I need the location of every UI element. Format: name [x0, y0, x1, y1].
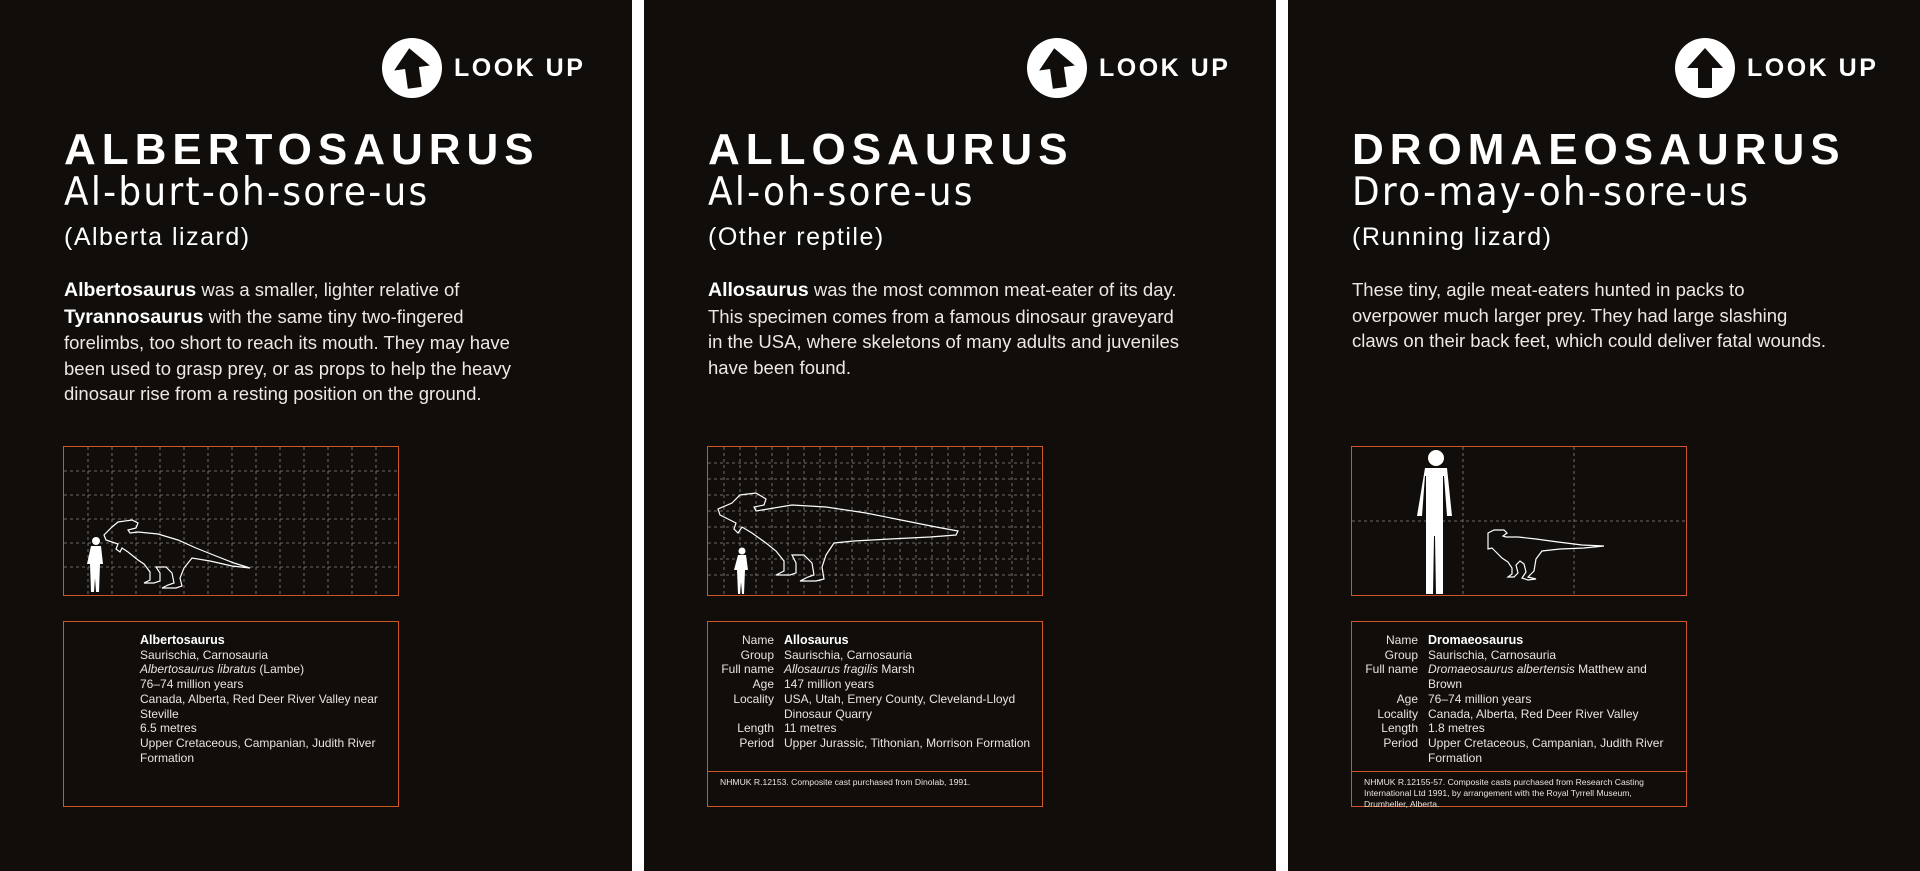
info-label — [64, 648, 140, 663]
description-text: was a smaller, lighter relative of — [196, 279, 460, 300]
info-value-name: Dromaeosaurus — [1428, 633, 1524, 647]
info-label: Group — [1384, 647, 1418, 662]
dromaeosaurus-outline — [1488, 530, 1604, 580]
description-term: Tyrannosaurus — [64, 305, 204, 328]
info-row-period — [1352, 736, 1678, 765]
description — [708, 277, 1186, 380]
info-row-full-name — [708, 662, 1034, 677]
info-row-age — [1352, 692, 1678, 707]
dinosaur-name: ALLOSAURUS — [708, 125, 1074, 174]
scientific-name: Allosaurus fragilis — [784, 662, 879, 677]
info-value-length: 1.8 metres — [1428, 721, 1485, 736]
author-name: Matthew and Brown — [1428, 662, 1647, 692]
specimen-note: NHMUK R.12153. Composite cast purchased from Dinolab, 1991. — [720, 777, 971, 787]
info-label — [64, 736, 140, 765]
info-row-length — [708, 721, 1034, 736]
pronunciation: Al-burt-oh-sore-us — [64, 170, 430, 215]
look-up-sign — [1675, 38, 1878, 98]
info-value-period: Upper Cretaceous, Campanian, Judith River Formation — [1428, 735, 1664, 765]
info-value-name: Allosaurus — [784, 633, 849, 647]
info-row-age — [708, 677, 1034, 692]
look-up-label: LOOK UP — [1747, 53, 1879, 82]
info-label: Name — [741, 633, 774, 647]
pronunciation: Al-oh-sore-us — [708, 170, 975, 215]
info-value-full-name — [1428, 662, 1678, 691]
look-up-label: LOOK UP — [1099, 53, 1231, 82]
specimen-info-box — [707, 621, 1043, 807]
info-row-full-name — [1352, 662, 1678, 691]
description-text: was the most common meat-eater of its day. This specimen comes from a famous dinosaur graveyard in the USA, where skeletons of many adults and juveniles have been found. — [708, 279, 1179, 378]
info-value-length: 11 metres — [784, 721, 837, 736]
author-name: Marsh — [878, 662, 915, 677]
info-row-length — [64, 721, 390, 736]
dromaeosaurus-panel — [1288, 0, 1920, 871]
dinosaur-name: DROMAEOSAURUS — [1352, 125, 1846, 174]
info-row-name — [64, 633, 390, 648]
allosaurus-panel — [644, 0, 1276, 871]
human-silhouette — [734, 548, 748, 595]
info-label: Period — [739, 735, 774, 750]
info-row-group — [64, 648, 390, 663]
info-value-group: Saurischia, Carnosauria — [784, 647, 913, 662]
info-value-period: Upper Jurassic, Tithonian, Morrison Formation — [784, 735, 1031, 750]
look-up-sign — [382, 38, 585, 98]
description: These tiny, agile meat-eaters hunted in packs to overpower much larger prey. They had large slashing claws on their back feet, which could deliver fatal wounds. — [1352, 279, 1827, 351]
description-text: with the same tiny two-fingered forelimbs, too short to reach its mouth. They may have been used to grasp prey, or as props to help the heavy dinosaur rise from a resting position on the ground. — [64, 305, 512, 404]
info-row-group — [708, 648, 1034, 663]
description — [64, 277, 542, 407]
info-value-full-name — [784, 662, 1034, 677]
info-label — [64, 721, 140, 736]
info-value-full-name — [140, 662, 390, 677]
name-meaning: (Other reptile) — [708, 223, 885, 251]
allosaurus-outline — [718, 493, 958, 581]
size-comparison-chart — [707, 446, 1043, 596]
info-label — [64, 662, 140, 677]
info-row-length — [1352, 721, 1678, 736]
specimen-info-table — [708, 633, 1034, 751]
name-meaning: (Running lizard) — [1352, 223, 1553, 251]
info-row-period — [64, 736, 390, 765]
info-row-name — [708, 633, 1034, 648]
specimen-info-box — [63, 621, 399, 807]
human-silhouette — [87, 537, 103, 592]
albertosaurus-panel — [0, 0, 632, 871]
specimen-info-box — [1351, 621, 1687, 807]
look-up-label: LOOK UP — [454, 53, 586, 82]
info-value-age: 76–74 million years — [140, 677, 244, 692]
info-row-full-name — [64, 662, 390, 677]
scale-grid — [64, 447, 397, 594]
specimen-info-table — [1352, 633, 1678, 765]
human-silhouette — [1417, 450, 1452, 594]
info-row-locality — [708, 692, 1034, 721]
info-value-locality: Canada, Alberta, Red Deer River Valley near Steville — [140, 691, 378, 721]
description-term: Albertosaurus — [64, 279, 197, 301]
info-value-length: 6.5 metres — [140, 721, 197, 736]
info-value-age: 76–74 million years — [1428, 691, 1532, 706]
info-divider — [708, 771, 1042, 772]
info-label: Age — [1396, 691, 1418, 706]
specimen-note: NHMUK R.12155-57. Composite casts purchased from Research Casting International Ltd 1991, by arrangement with the Royal Tyrrell Museum, Drumheller, Alberta. — [1364, 777, 1644, 809]
info-label: Period — [1383, 735, 1418, 750]
info-label — [64, 692, 140, 721]
info-label: Length — [737, 721, 774, 736]
scientific-name: Dromaeosaurus albertensis — [1428, 662, 1575, 677]
dinosaur-name: ALBERTOSAURUS — [64, 125, 540, 174]
info-label — [64, 677, 140, 692]
scientific-name: Albertosaurus libratus — [140, 662, 257, 677]
pronunciation: Dro-may-oh-sore-us — [1352, 170, 1751, 215]
specimen-info-table — [64, 633, 390, 765]
author-name: (Lambe) — [256, 662, 305, 677]
info-value-group: Saurischia, Carnosauria — [140, 647, 269, 662]
scale-grid — [708, 447, 1041, 594]
info-value-age: 147 million years — [784, 677, 875, 692]
albertosaurus-outline — [104, 520, 250, 588]
name-meaning: (Alberta lizard) — [64, 223, 251, 251]
arrow-up-icon — [1675, 38, 1735, 98]
info-label: Group — [740, 647, 774, 662]
info-row-locality — [64, 692, 390, 721]
size-comparison-chart — [1351, 446, 1687, 596]
info-value-locality: Canada, Alberta, Red Deer River Valley — [1428, 706, 1639, 721]
info-label: Full name — [721, 662, 774, 677]
info-label: Locality — [733, 691, 774, 706]
info-label: Locality — [1377, 706, 1418, 721]
info-label: Length — [1381, 721, 1418, 736]
info-value-period: Upper Cretaceous, Campanian, Judith River Formation — [140, 735, 376, 765]
description-term: Allosaurus — [708, 279, 809, 301]
info-divider — [1352, 771, 1686, 772]
info-label: Age — [752, 677, 774, 692]
arrow-up-icon — [1027, 38, 1087, 98]
info-value-group: Saurischia, Carnosauria — [1428, 647, 1557, 662]
info-value-locality: USA, Utah, Emery County, Cleveland-Lloyd Dinosaur Quarry — [784, 691, 1016, 721]
info-label: Name — [1385, 633, 1418, 647]
info-label — [64, 633, 140, 648]
arrow-up-icon — [382, 38, 442, 98]
info-row-locality — [1352, 707, 1678, 722]
look-up-sign — [1027, 38, 1230, 98]
info-row-name — [1352, 633, 1678, 648]
info-label: Full name — [1365, 662, 1418, 677]
info-row-period — [708, 736, 1034, 751]
size-comparison-chart — [63, 446, 399, 596]
info-row-group — [1352, 648, 1678, 663]
scale-grid — [1352, 447, 1685, 594]
info-row-age — [64, 677, 390, 692]
info-value-name: Albertosaurus — [140, 633, 225, 647]
